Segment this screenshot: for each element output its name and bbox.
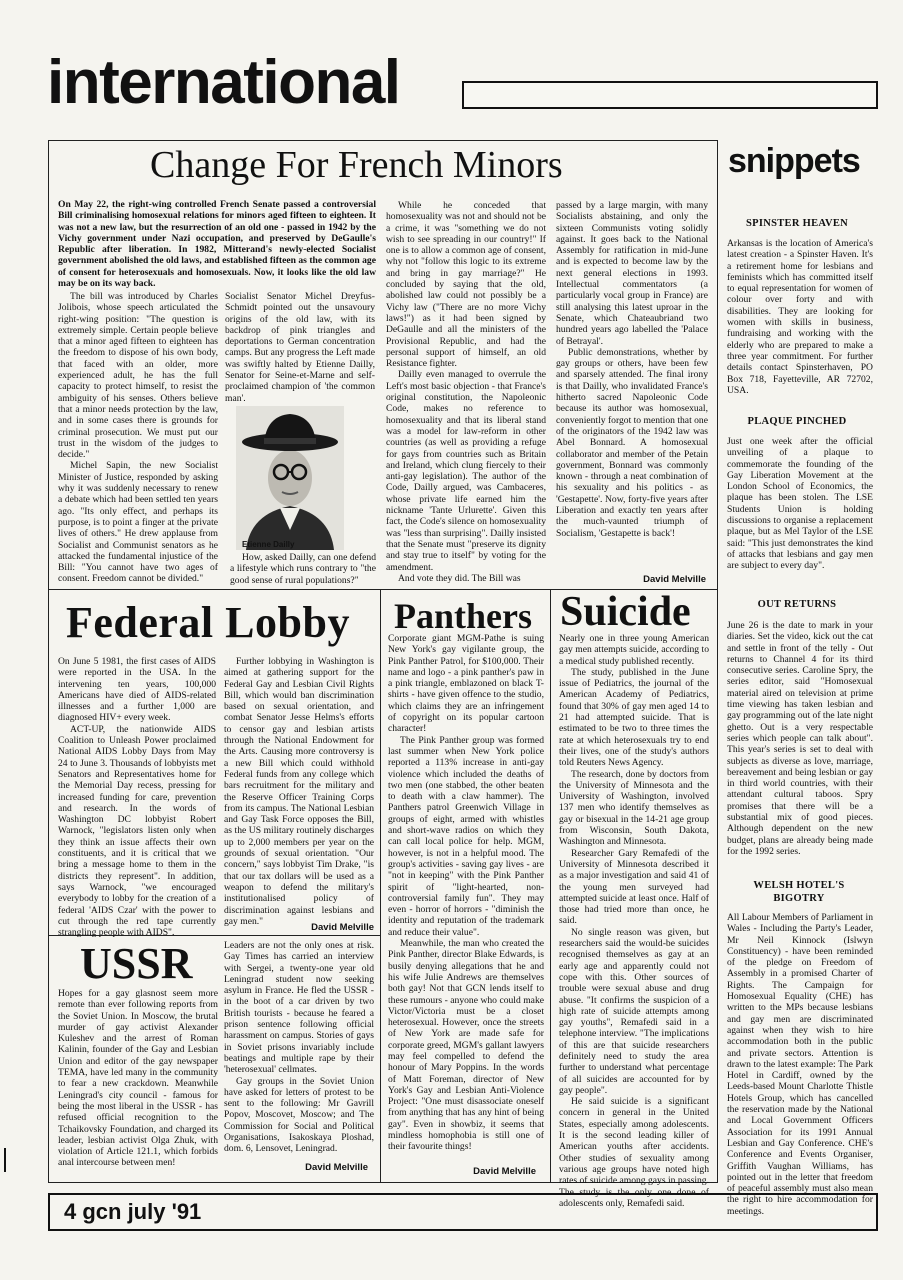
paragraph: passed by a large margin, with many Socialists abstaining, and only the sixteen Communists voting solidly against. It goes back to the National Assembly for ratification in mid-June and is expected to become law by the next general elections in 1993. Intellectual commentators (a particularly vocal group in France) are still analysing this latest uproar in the Senate, which Chateaubriand two hundred years ago labelled the 'Palace of Betrayal'.	[556, 200, 708, 347]
paragraph: On June 5 1981, the first cases of AIDS were reported in the USA. In the intervening ten years, 100,000 Americans have died of AIDS-related illnesses and a further 1,000 are diagnosed HIV+ every week.	[58, 656, 216, 724]
main-col-1	[58, 291, 218, 585]
scan-mark	[4, 1148, 6, 1172]
paragraph: Leaders are not the only ones at risk. Gay Times has carried an interview with Sergei, a twenty-one year old Leningrad student now seeking asylum in France. He fled the USSR - in the boot of a car driven by two British tourists - because he feared a prison sentence following official harassment on campus. Stories of gays in Soviet prisons invariably include beatings and multiple rape by their 'heterosexual' cellmates.	[224, 940, 374, 1076]
section-masthead: international	[47, 48, 400, 117]
paragraph: The bill was introduced by Charles Jolibois, whose speech articulated the right-wing position: "The question is extremely simple. Certain people believe that a minor aged fifteen to eighteen has the freedom to dispose of his own body, that faced with an older, more experienced adult, he has the full capacity to protect himself, to resist the ambiguity of his senses. Others believe that a minor needs protection by the law, and in some cases there is grounds for criminal prosecution. We must put our trust in the wisdom of the judges to decide."	[58, 291, 218, 461]
main-lede: On May 22, the right-wing controlled French Senate passed a controversial Bill criminalising homosexual relations for minors aged fifteen to eighteen. It was not a new law, but the resurrection of an old one - passed in 1942 by the Vichy government under Nazi occupation, and preserved by DeGaulle's Republic after liberation. In 1982, Mitterand's newly-elected Socialist government abolished the old laws, and established fifteen as the common age of consent for heterosexuals and homosexuals. Now, it looks like the old law may be on its way back.	[58, 199, 376, 290]
paragraph: The study, published in the June issue of Pediatrics, the journal of the American Academy of Pediatrics, found that 30% of gay men aged 14 to 21 had attempted suicide. That is estimated to be two to three times the rate at which heterosexuals try to end their lives, one of the study's authors told Reuters News Agency.	[559, 666, 709, 769]
paragraph: No single reason was given, but researchers said the would-be suicides recognised themselves as gay at an early age and apparently could not cope with this. Other sources of trouble were sexual abuse and drug abuse. "It confirms the suspicion of a high rate of suicide attempts among gay youths", Remafedi said in a telephone interview. "The implications of this are that suicide researchers definitely need to study the area further to understand what percentage of all suicides are accounted for by gay people".	[559, 926, 709, 1096]
paragraph: Michel Sapin, the new Socialist Minister of Justice, responded by asking why it was suddenly necessary to renew a debate which had been settled ten years ago. "Its only effect, and perhaps its purpose, is to point a finger at the private lives of others." He drew applause from Socialist and Communist senators as he attacked the fundamental injustice of the Bill: "You cannot have two ages of consent. Freedom cannot be divided."	[58, 460, 218, 585]
federal-lobby-col-2	[224, 656, 374, 927]
paragraph: Nearly one in three young American gay men attempts suicide, according to a medical study published recently.	[559, 633, 709, 667]
paragraph: And vote they did. The Bill was	[398, 572, 521, 584]
federal-lobby-col-1	[58, 656, 216, 939]
divider	[380, 589, 381, 1182]
paragraph: Hopes for a gay glasnost seem more remote than ever following reports from the Soviet Union. In Moscow, the brutal murder of gay activist Alexander Kuleshev and the arrest of Roman Kalinin, founder of the Gay and Lesbian Union and editor of the gay newspaper TEMA, have led many in the community to fear a new crackdown. Meanwhile Leningrad's city council - famous for being the most liberal in the USSR - has refused official recognition to the Tchaikovsky Foundation, and charged its leader, lesbian activist Olga Zhuk, with violation of Article 121.1, which forbids anal intercourse between men!	[58, 988, 218, 1169]
snippet-heading: SPINSTER HEAVEN	[745, 218, 849, 229]
page-number: 4 gcn july '91	[64, 1199, 202, 1224]
paragraph: June 26 is the date to mark in your diaries. Set the video, kick out the cat and settle in front of the telly - Out returns to Channel 4 for its third consecutive series. Caroline Spry, the series editor, said "Homosexual material aired on television at prime time viewing has taken lesbian and gay programming out of the late night ghetto. Out is a very respectable series which people can talk about". This year's series is set to deal with subjects as diverse as love, marriage, bereavement and being lesbian or gay in third world countries, with their attendant cultural taboos. Spry promises that there will be a substantial mix of good pieces. Although dependent on the new budget, plans are already being made for the 1992 series.	[727, 620, 874, 857]
paragraph: Further lobbying in Washington is aimed at gathering support for the Federal Gay and Lesbian Civil Rights Bill, which would ban discrimination based on sexual orientation, and combat Senator Jesse Helms's efforts to censor gay and lesbian artists through the National Endowment for the Arts. Causing more controversy is a new Bill which could withhold Federal funds from any college which bars recruitment for the military and the Reserve Officer Training Corps from its campus. The National Lesbian and Gay Task Force opposes the Bill, as the US military routinely discharges up to 2,000 members per year on the grounds of sexual orientation. "Our concern," says lobbyist Tim Drake, "is that our tax dollars will be used as a weapon to defend the military's institutionalised policy of discrimination against lesbians and gay men."	[224, 656, 374, 927]
paragraph: Meanwhile, the man who created the Pink Panther, director Blake Edwards, is busily denying allegations that he and his wife Julie Andrews are themselves both gay! Not that GCN lends itself to these rumours - anyone who could make Victor/Victoria must be a closet heterosexual. However, once the streets of New York are made safe for corporate greed, MGM's gallant lawyers may feel compelled to defend the honour of Mary Poppins. In the words of Matt Foreman, director of New York's Gay and Lesbian Anti-Violence Project: "One must disassociate oneself from anything that has any hint of being gay". Even in showbiz, it seems that mindless homophobia is still one of their favourite things!	[388, 938, 544, 1153]
main-col-3	[386, 200, 546, 584]
paragraph: The Pink Panther group was formed last summer when New York police reported a 113% increase in anti-gay violence which included the deaths of two men (one stabbed, the other beaten to death with a claw hammer). The Panthers patrol Greenwich Village in groups of eight, armed with whistles and short-wave radios on which they can call local police for help. MGM, however, is not in a helpful mood. The group's activities - saving gay lives - are "not in keeping" with the Pink Panther spirit of "light-hearted, non-controversial family fun". They may even - horror of horrors - "diminish the identity and reputation of the trademark and reduce their value".	[388, 734, 544, 938]
paragraph: Corporate giant MGM-Pathe is suing New York's gay vigilante group, the Pink Panther Patrol, for $100,000. Their name and logo - a pink panther's paw in a pink triangle, emblazoned on black T-shirts - have given offence to the studio, which claims they are an infringement of copyright on its popular cartoon character!	[388, 633, 544, 735]
suicide-text	[559, 633, 710, 1209]
paragraph: All Labour Members of Parliament in Wales - Including the Party's Leader, Mr Neil Kinnock (Islwyn Constituency) - have been reminded of the pledge on Freedom of Assembly in a promised Charter of Rights. The Campaign for Homosexual Equality (CHE) has written to the MPs because lesbians and gay men are discriminated against when they wish to hire accommodation both in the public and private sectors. Attention is drawn to the latest example: The Park Hotel in Cardiff, owned by the Leeds-based Mount Charlotte Thistle Hotels Group, which has cancelled the reservation made by the National and Local Government Officers Association for its 1991 Annual Lesbian and Gay Conference. CHE's Conference and Events Organiser, Griffith Vaughan Williams, has pointed out in the letter that freedom of peaceful assembly must also mean the right to hire accommodation for meetings.	[727, 912, 873, 1217]
suicide-headline: Suicide	[560, 589, 691, 635]
paragraph: He said suicide is a significant concern in general in the United States, especially among adolescents. It is the second leading killer of American youths after accidents. Other studies of sexuality among various age groups have noted high rates of suicide among gays in passing. The study is the only one done of adolescents only, Remafedi said.	[559, 1096, 710, 1209]
main-col-2-top	[225, 291, 375, 403]
ussr-col-2	[224, 940, 374, 1162]
etienne-dailly-photo	[236, 406, 344, 550]
paragraph: Socialist Senator Michel Dreyfus-Schmidt pointed out the unsavoury origins of the old law, with its backdrop of pink triangles and deportations to German concentration camps. But any progress the Left made was swiftly halted by Etienne Dailly, Senator for Seine-et-Marne and self-proclaimed champion of 'the common man'.	[225, 291, 375, 404]
paragraph: ACT-UP, the nationwide AIDS Coalition to Unleash Power proclaimed National AIDS Lobby Days from May 24 to June 3. Thousands of lobbyists met Senators and Representatives home for the Memorial Day recess, pressing for increased funding for care, prevention and research. In the words of Washington DC lobbyist Robert Warnock, "legislators listen only when they think an issue affects their own constituents, and it is critical that we bring a message home to them in the districts they represent". In addition, says Warnock, "we encouraged everybody to lobby for the creation of a federal 'AIDS Czar' with the power to cut through the red tape currently strangling people with AIDS".	[58, 723, 216, 939]
snippet-heading: OUT RETURNS	[757, 599, 837, 610]
snippet-heading: PLAQUE PINCHED	[747, 416, 847, 427]
page-footer	[48, 1193, 878, 1231]
snippet-heading: WELSH HOTEL'S BIGOTRY	[753, 880, 845, 904]
photo-caption: Etienne Dailly	[242, 540, 295, 549]
panthers-text	[388, 633, 544, 1161]
federal-lobby-byline: David Melville	[311, 922, 374, 933]
paragraph: Researcher Gary Remafedi of the University of Minnesota described it as a major investigation and said 41 of the young men surveyed had attempted suicide at least once. Half of those had tried more than once, he said.	[559, 847, 709, 927]
paragraph: Public demonstrations, whether by gay groups or others, have been few and sparsely attended. The final irony is that Dailly, who invalidated France's hitherto sacred Napoleonic Code because its author was homosexual, conveniently forgot to mention that one of the originators of the 1942 law was Abel Bonnard. A homosexual collaborator and member of the Petain government, Bonnard was commonly known - through a neat combination of his sexuality and his politics - as 'Gestapette'. Now, forty-five years after Liberation and exactly ten years after the much-vaunted triumph of Socialism, 'Gestapette is back'!	[556, 346, 708, 539]
divider	[550, 589, 551, 1182]
panthers-headline: Panthers	[394, 596, 532, 636]
paragraph: While he conceded that homosexuality was not and should not be a crime, it was "something we do not wish to see spreading in our country!" If one is to allow a common age of consent, why not "follow this logic to its extreme and bring in gay marriage?" He concluded by saying that the old, abolished law could not possibly be a Vichy law ("There are no more Vichy laws!") as it had been signed by DeGaulle and all the ministers of the Provisional Republic, and had the personal support of himself, an old Resistance fighter.	[386, 200, 546, 370]
snippet-text	[727, 238, 873, 396]
paragraph: Dailly even managed to overrule the Left's most basic objection - that France's original constitution, the Napoleonic Code, makes no reference to homosexuality and that its liberal stand was a model for law-reform in other countries (as well as providing a refuge for gays from countries such as Britain and Ireland, which clung fiercely to their anti-gay legislation). The author of the Code, Dailly argued, was Cambaceres, whose private life earned him the nickname 'Tante Urlurette'. Given this fact, the Code's silence on homosexuality was "less than surprising". Dailly insisted that the Senate must "preserve its dignity and stay true to itself" by voting for the amendment.	[386, 369, 546, 573]
snippet-text	[727, 436, 873, 570]
ussr-headline: USSR	[80, 939, 193, 988]
masthead-bar	[462, 81, 878, 109]
main-col-4	[556, 200, 708, 572]
main-col-2-bottom	[230, 552, 376, 586]
snippets-title: snippets	[728, 142, 860, 180]
main-byline: David Melville	[643, 574, 706, 585]
paragraph: Just one week after the official unveiling of a plaque to commemorate the founding of the Gay Liberation Movement at the London School of Economics, the plaque has been stolen. The LSE Students Union is holding discussions to organise a replacement plaque, but as Mel Taylor of the LSE said: "This just demonstrates the kind of attacks that lesbians and gay men are subject to every day".	[727, 436, 873, 572]
paragraph: How, asked Dailly, can one defend a lifestyle which runs contrary to "the good sense of rural populations?"	[230, 552, 376, 586]
panthers-byline: David Melville	[473, 1166, 536, 1177]
main-headline: Change For French Minors	[150, 144, 563, 186]
ussr-byline: David Melville	[305, 1162, 368, 1173]
paragraph: Gay groups in the Soviet Union have asked for letters of protest to be sent to the following: Mr Gavrill Popov, Moscovet, Moscow; and The Commission for Social and Political Organisations, Isakoskaya Ploshad, dom. 6, Lensovet, Leningrad.	[224, 1075, 374, 1155]
paragraph: The research, done by doctors from the University of Minnesota and the University of Washington, involved 137 men who identify themselves as gay or bisexual in the 14-21 age group from Wisconsin, South Dakota, Washington and Minnesota.	[559, 768, 709, 848]
paragraph: Arkansas is the location of America's latest creation - a Spinster Haven. It's a retirement home for lesbians and feminists which has committed itself to equal representation for women of colour over forty and with disabilities. They are looking for women with skills in business, fundraising and working with the elderly who are prepared to make a three year commitment. For further details contact Spinsterhaven, PO Box 718, Fayetteville, AR 72702, USA.	[727, 238, 873, 396]
snippet-text	[727, 620, 873, 864]
snippet-text	[727, 912, 873, 1217]
federal-lobby-headline: Federal Lobby	[66, 598, 350, 647]
ussr-col-1	[58, 988, 218, 1180]
